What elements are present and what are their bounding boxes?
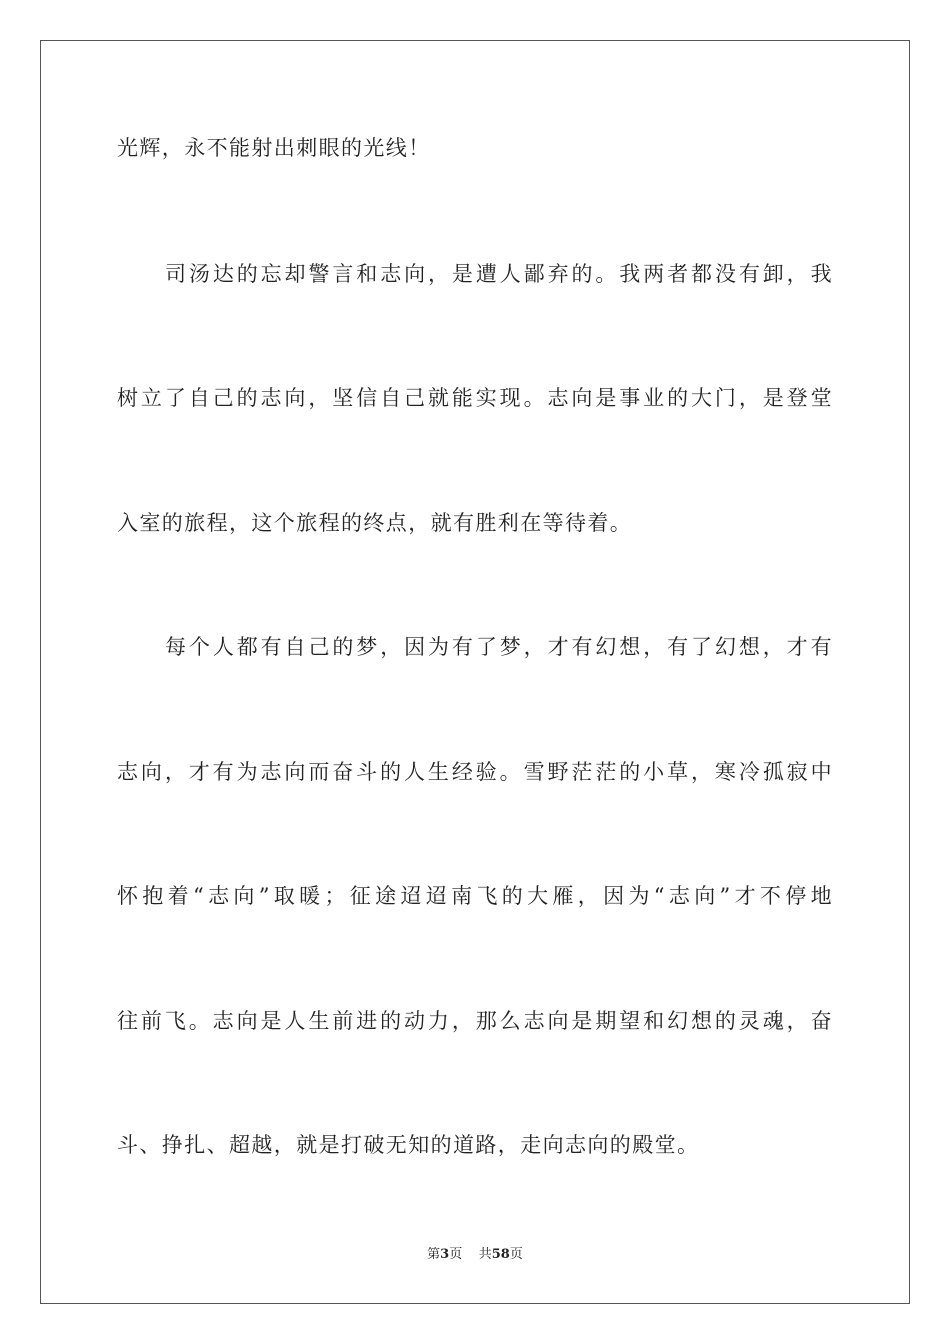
text-line-9: 斗、挣扎、超越，就是打破无知的道路，走向志向的殿堂。	[117, 1133, 700, 1157]
footer-page-prefix: 第	[427, 1247, 441, 1262]
text-line-1: 光辉，永不能射出刺眼的光线！	[117, 136, 431, 160]
text-line-6: 志向，才有为志向而奋斗的人生经验。雪野茫茫的小草，寒冷孤寂中	[117, 760, 833, 784]
footer-page-suffix: 页	[449, 1247, 463, 1262]
footer-page-number: 3	[440, 1247, 450, 1262]
text-line-8: 往前飞。志向是人生前进的动力，那么志向是期望和幻想的灵魂，奋	[117, 1009, 833, 1033]
text-line-4: 入室的旅程，这个旅程的终点，就有胜利在等待着。	[117, 511, 633, 535]
paragraph-line-indent-1: 司汤达的忘却警言和志向，是遭人鄙弃的。我两者都没有卸，我	[165, 262, 833, 286]
footer-total-pages: 58	[491, 1247, 510, 1262]
text-line-3: 树立了自己的志向，坚信自己就能实现。志向是事业的大门，是登堂	[117, 386, 833, 410]
footer-total-prefix: 共	[478, 1247, 492, 1262]
paragraph-line-indent-2: 每个人都有自己的梦，因为有了梦，才有幻想，有了幻想，才有	[165, 635, 833, 659]
text-line-7: 怀抱着“志向”取暖；征途迢迢南飞的大雁，因为“志向”才不停地	[117, 884, 833, 908]
footer-total-suffix: 页	[509, 1247, 523, 1262]
page-border	[40, 40, 910, 1304]
page-footer	[0, 1246, 950, 1264]
